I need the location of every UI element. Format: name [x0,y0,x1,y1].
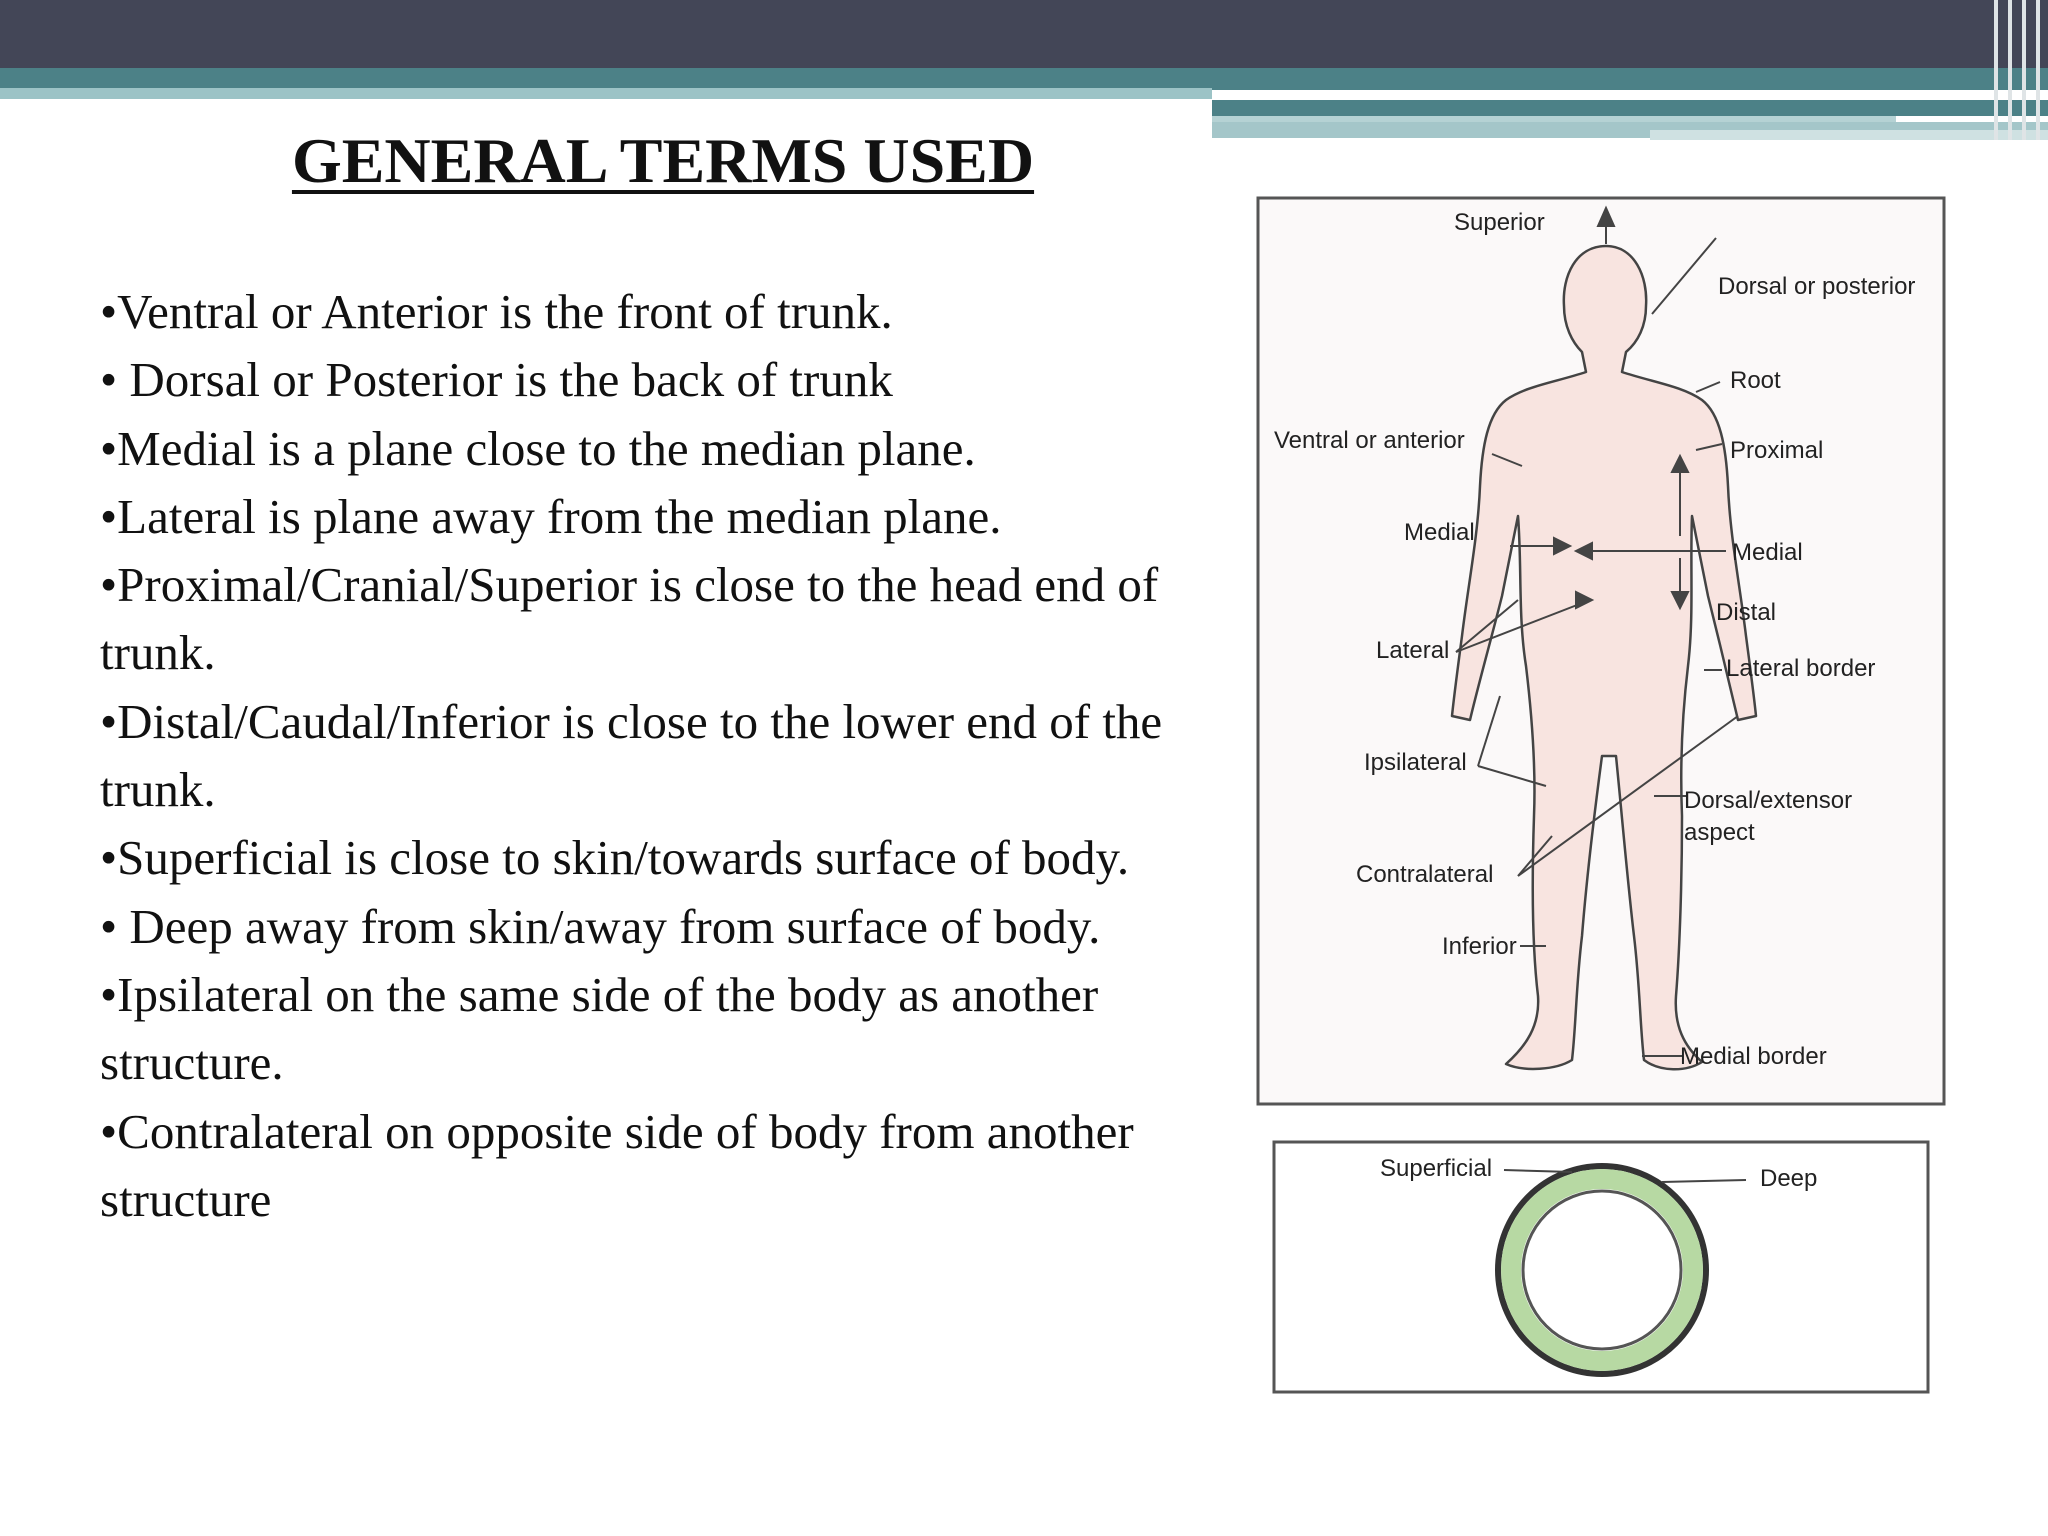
superficial-deep-figure [1272,1140,1930,1394]
bullet-item: •Contralateral on opposite side of body from another structure [100,1103,1134,1227]
label-deep: Deep [1760,1165,1818,1192]
anatomy-body-figure [1256,196,1946,1106]
label-inferior: Inferior [1442,933,1517,960]
edge-stripe [2022,0,2026,140]
header-band-light [0,88,1212,99]
header-band-dark [0,0,2048,68]
bullet-item: •Medial is a plane close to the median plane. [100,420,976,476]
bullet-item: •Proximal/Cranial/Superior is close to the head end of trunk. [100,557,1159,681]
label-medial-right: Medial [1732,539,1803,566]
label-superficial: Superficial [1380,1155,1493,1182]
label-distal: Distal [1716,599,1777,626]
label-ventral-anterior: Ventral or anterior [1274,427,1465,454]
label-lateral-border: Lateral border [1726,655,1876,682]
label-medial-left: Medial [1404,519,1475,546]
label-medial-border: Medial border [1680,1043,1827,1070]
bullet-item: •Distal/Caudal/Inferior is close to the lower end of the trunk. [100,693,1163,818]
ring-inner [1523,1191,1681,1349]
bullet-item: • Dorsal or Posterior is the back of trunk [100,352,893,408]
edge-stripe [2008,0,2012,140]
label-dorsal-extensor: Dorsal/extensor [1684,787,1853,814]
edge-stripe [1994,0,1998,140]
bullet-item: •Ipsilateral on the same side of the body as another structure. [100,966,1099,1091]
label-aspect: aspect [1684,819,1755,846]
slide-title: GENERAL TERMS USED [291,125,1035,196]
header-band-right [1212,100,2048,116]
label-root: Root [1730,367,1781,394]
header-band-right-accent [1650,130,2048,140]
bullet-list [100,278,1210,1234]
label-ipsilateral: Ipsilateral [1364,749,1467,776]
label-contralateral: Contralateral [1356,861,1494,888]
label-dorsal-posterior: Dorsal or posterior [1718,273,1916,300]
bullet-item: •Superficial is close to skin/towards surface of body. [100,830,1130,886]
bullet-item: • Deep away from skin/away from surface of body. [100,898,1101,954]
label-lateral: Lateral [1376,637,1450,664]
label-superior: Superior [1454,209,1545,236]
edge-stripe [2036,0,2040,140]
label-proximal: Proximal [1730,437,1824,464]
bullet-item: •Ventral or Anterior is the front of trunk. [100,284,893,339]
header-band-teal [0,68,2048,90]
bullet-item: •Lateral is plane away from the median plane. [100,488,1002,544]
